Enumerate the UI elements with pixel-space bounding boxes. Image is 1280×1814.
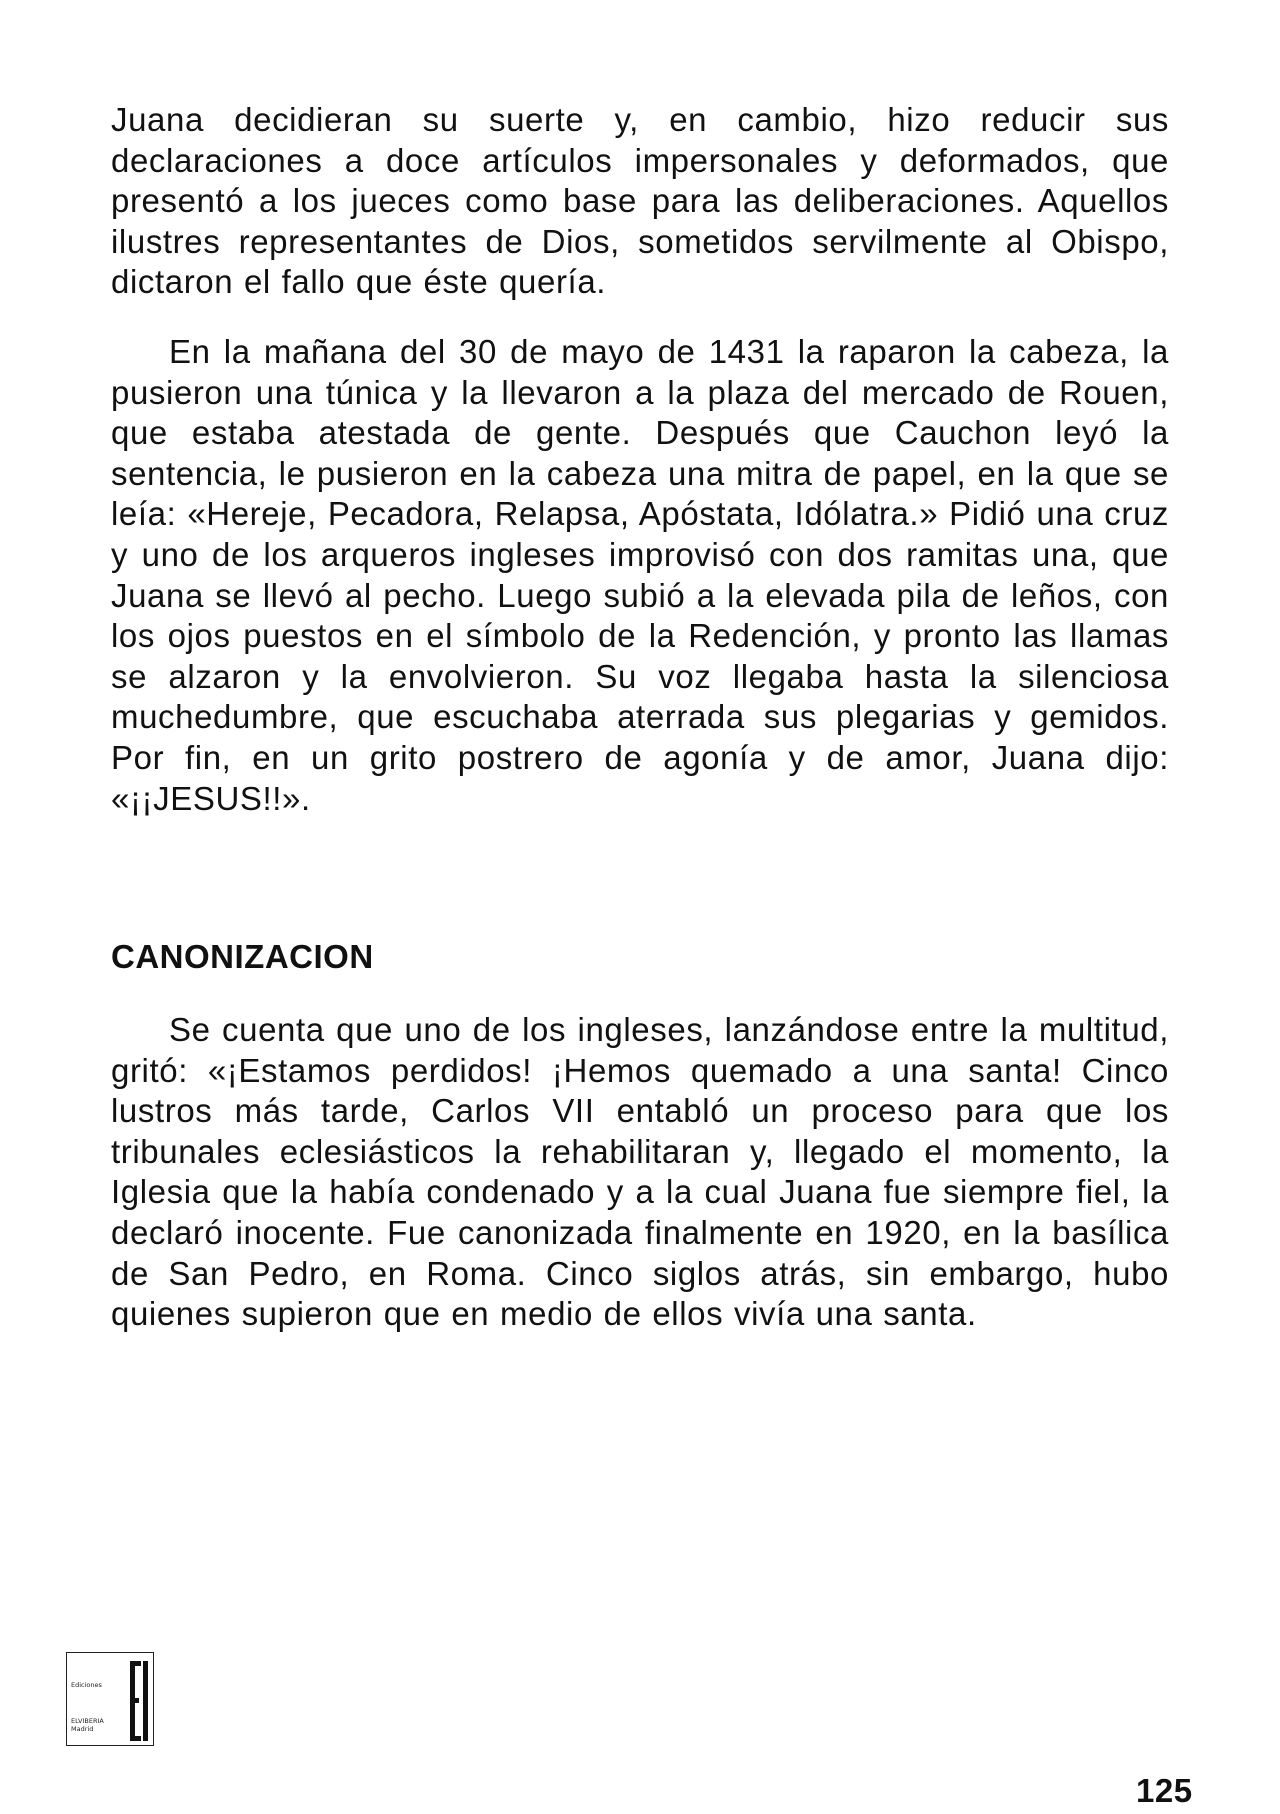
section-heading: CANONIZACION: [111, 938, 374, 975]
body-paragraph-3: Se cuenta que uno de los ingleses, lanzándose entre la multitud, gritó: «¡Estamos perdidos! ¡Hemos quemado a una santa! Cinco lustros más tarde, Carlos VII entabló un proceso para que los tribunales eclesiásticos la rehabilitaran y, llegado el momento, la Iglesia que la había condenado y a la cual Juana fue siempre fiel, la declaró inocente. Fue canonizada finalmente en 1920, en la basílica de San Pedro, en Roma. Cinco siglos atrás, sin embargo, hubo quienes supieron que en medio de ellos vivía una santa.: [111, 1011, 1169, 1333]
publisher-logo-name: ELVIBERIA Madrid: [71, 1717, 104, 1733]
publisher-logo-label: Ediciones: [71, 1681, 102, 1689]
page-number: 125: [1136, 1772, 1193, 1809]
publisher-mark-icon: [130, 1661, 148, 1741]
body-paragraph-1: Juana decidieran su suerte y, en cambio, hizo reducir sus declaraciones a doce artículos impersonales y deformados, que presentó a los jueces como base para las deliberaciones. Aquellos ilustres representantes de Dios, sometidos servilmente al Obispo, dictaron el fallo que éste quería.: [111, 101, 1169, 301]
body-paragraph-2: En la mañana del 30 de mayo de 1431 la raparon la cabeza, la pusieron una túnica y la llevaron a la plaza del mercado de Rouen, que estaba atestada de gente. Después que Cauchon leyó la sentencia, le pusieron en la cabeza una mitra de papel, en la que se leía: «Hereje, Pecadora, Relapsa, Apóstata, Idólatra.» Pidió una cruz y uno de los arqueros ingleses improvisó con dos ramitas una, que Juana se llevó al pecho. Luego subió a la elevada pila de leños, con los ojos puestos en el símbolo de la Redención, y pronto las llamas se alzaron y la envolvieron. Su voz llegaba hasta la silenciosa muchedumbre, que escuchaba aterrada sus plegarias y gemidos. Por fin, en un grito postrero de agonía y de amor, Juana dijo: «¡¡JESUS!!».: [111, 333, 1169, 817]
publisher-logo: [66, 1652, 154, 1746]
